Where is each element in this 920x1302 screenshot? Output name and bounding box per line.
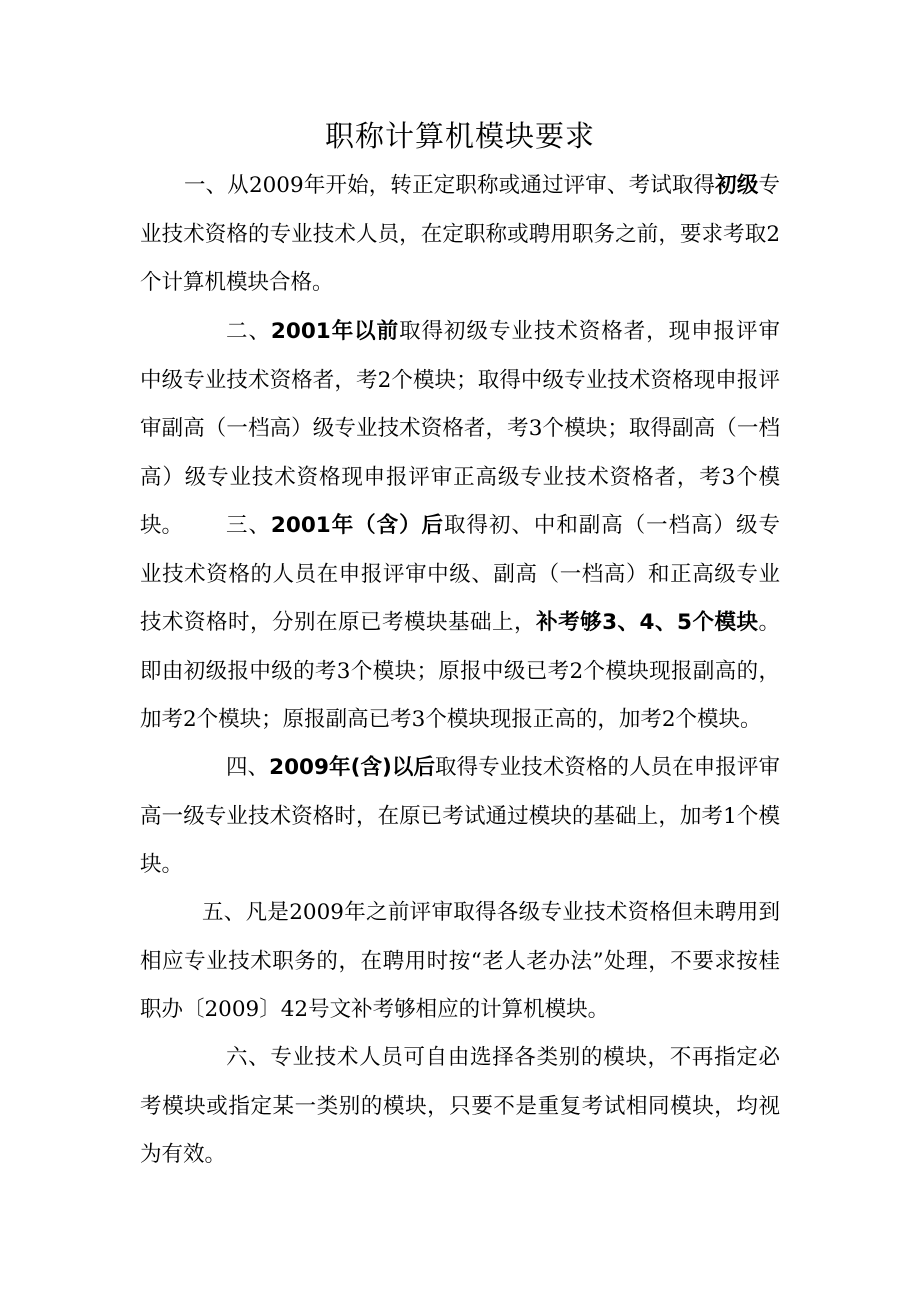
paragraph-3-number: 三、 [226,513,271,538]
paragraph-3-bold-after-2001: 2001年（含）后 [270,513,445,538]
paragraph-5 [140,889,780,1035]
document-title: 职称计算机模块要求 [324,119,595,153]
paragraph-3-text: 取得初、中和副高（一档高）级专业技术资格的人员在申报评审中级、副高（一档高）和正高级专业技术资格时，分别在原已考模块基础上， [140,513,780,635]
paragraph-2-text: 取得初级专业技术资格者，现申报评审中级专业技术资格者，考2个模块；取得中级专业技术资格现申报评审副高（一档高）级专业技术资格者，考3个模块；取得副高（一档高）级专业技术资格现申报评审正高级专业技术资格者，考3个模块。 [140,319,780,538]
paragraph-1-bold-junior: 初级 [715,173,759,198]
paragraph-6-text: 六、专业技术人员可自由选择各类别的模块，不再指定必考模块或指定某一类别的模块，只要不是重复考试相同模块，均视为有效。 [140,1045,780,1167]
paragraph-4-number: 四、 [226,755,270,780]
paragraph-2-number: 二、 [226,319,271,344]
paragraph-3-bold-module-count: 补考够3、4、5个模块 [536,610,759,635]
paragraph-1 [140,162,780,308]
paragraph-6 [140,1034,780,1180]
paragraph-1-text: 一、从2009年开始，转正定职称或通过评审、考试取得 [184,173,716,198]
paragraph-1-text-rest: 专业技术资格的专业技术人员，在定职称或聘用职务之前，要求考取2个计算机模块合格。 [140,173,780,295]
paragraph-3 [140,502,780,745]
paragraph-5-text: 五、凡是2009年之前评审取得各级专业技术资格但未聘用到相应专业技术职务的，在聘用时按“老人老办法”处理，不要求按桂职办〔2009〕42号文补考够相应的计算机模块。 [140,900,780,1022]
paragraph-3-text-rest: 。即由初级报中级的考3个模块；原报中级已考2个模块现报副高的，加考2个模块；原报副高已考3个模块现报正高的，加考2个模块。 [140,610,780,732]
paragraph-4-bold-after-2009: 2009年(含)以后 [269,755,436,780]
paragraph-4 [140,744,780,890]
paragraph-4-text: 取得专业技术资格的人员在申报评审高一级专业技术资格时，在原已考试通过模块的基础上，加考1个模块。 [140,755,780,877]
paragraph-2-bold-before-2001: 2001年以前 [270,319,400,344]
